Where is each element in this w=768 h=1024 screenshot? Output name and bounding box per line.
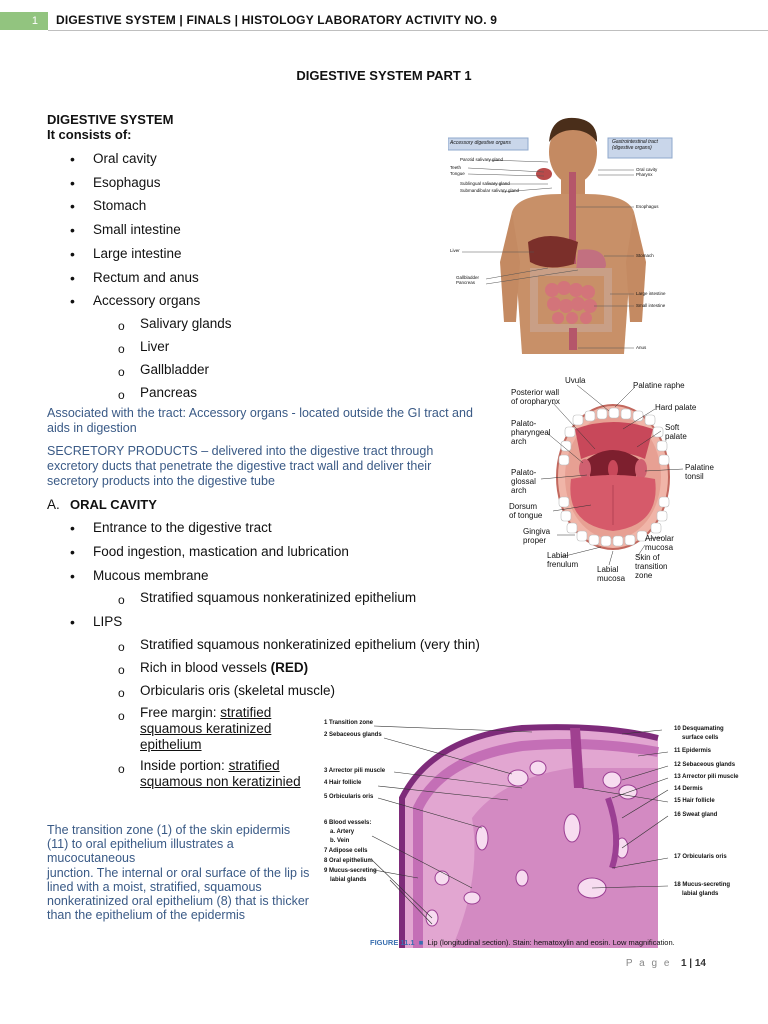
lip-label-left: 9 Mucus-secreting	[324, 868, 377, 874]
bullet-icon: •	[70, 544, 75, 560]
bullet-icon: •	[70, 174, 75, 191]
digestive-system-figure	[448, 112, 698, 354]
organ-item: Large intestine	[93, 245, 182, 261]
page-footer: P a g e 1 | 14	[625, 958, 706, 969]
oral-item: Entrance to the digestive tract	[93, 520, 272, 535]
body-label-right: Pharynx	[636, 172, 653, 177]
circle-bullet-icon: o	[118, 319, 125, 333]
body-label-left: Teeth	[450, 165, 462, 170]
mouth-label: Labial	[597, 565, 619, 574]
oral-item: Food ingestion, mastication and lubrication	[93, 544, 349, 559]
mouth-label: of tongue	[509, 511, 543, 520]
body-label-left: Submandibular salivary gland	[460, 188, 520, 193]
bullet-icon: •	[70, 222, 75, 239]
bullet-icon: •	[70, 245, 75, 262]
body-label-left: Liver	[450, 248, 460, 253]
section-heading: DIGESTIVE SYSTEM	[47, 112, 174, 127]
lip-label-right: 16 Sweat gland	[674, 812, 718, 818]
bullet-icon: •	[70, 293, 75, 310]
circle-bullet-icon: o	[118, 342, 125, 356]
transition-note: The transition zone (1) of the skin epidermis (11) to oral epithelium illustrates a mucocutaneous junction. The internal or oral surface of the lip is lined with a moist, stratified, squamous nonkeratinized oral epithelium (8) that is thicker than the epithelium of the epidermis	[47, 823, 310, 923]
accessory-item: Liver	[140, 339, 170, 354]
mouth-label: mucosa	[645, 543, 674, 552]
header-rule	[48, 30, 768, 31]
lip-label-right: 18 Mucus-secreting	[674, 882, 731, 888]
lip-label-right: surface cells	[682, 735, 719, 741]
mouth-label: proper	[523, 536, 547, 545]
lip-label-left: 4 Hair follicle	[324, 780, 362, 786]
associated-note: Associated with the tract: Accessory organs - located outside the GI tract and aids in digestion	[47, 406, 473, 435]
lip-label-right: labial glands	[682, 891, 719, 897]
mouth-label: Palato-	[511, 419, 537, 428]
lip-label-left: 1 Transition zone	[324, 720, 374, 726]
mouth-label: pharyngeal	[511, 428, 551, 437]
oral-item: Mucous membrane	[93, 568, 209, 583]
accessory-item: Pancreas	[140, 385, 198, 400]
lip-label-left: labial glands	[330, 877, 367, 883]
mouth-label: Skin of	[635, 553, 660, 562]
mouth-label: Palatine raphe	[633, 381, 685, 390]
organ-item: Oral cavity	[93, 151, 157, 166]
organ-item: Small intestine	[93, 222, 181, 238]
mouth-label: palate	[665, 432, 687, 441]
lip-label-left: 6 Blood vessels:	[324, 820, 372, 826]
lip-section-figure	[322, 718, 752, 953]
body-label-left: Gallbladder	[456, 275, 480, 280]
organ-item: Accessory organs	[93, 293, 201, 309]
body-label-right: Large intestine	[636, 291, 666, 296]
circle-bullet-icon: o	[118, 365, 125, 379]
bullet-icon: •	[70, 198, 75, 215]
lip-label-right: 12 Sebaceous glands	[674, 762, 736, 768]
body-label-right: Stomach	[636, 253, 654, 258]
mouth-label: Dorsum	[509, 502, 538, 511]
lip-label-left: 3 Arrector pili muscle	[324, 768, 386, 774]
mouth-label: tonsil	[685, 472, 704, 481]
lip-label-left: 7 Adipose cells	[324, 848, 368, 854]
caption-square-icon: ■	[416, 938, 426, 947]
body-label-left: Pancreas	[456, 280, 476, 285]
running-header	[0, 12, 768, 34]
body-label-left: Tongue	[450, 171, 465, 176]
accessory-box-label: Accessory digestive organs	[450, 140, 511, 146]
body-label-left: Sublingual salivary gland	[460, 181, 510, 186]
bullet-icon: •	[70, 151, 75, 167]
lip-label-left: 8 Oral epithelium	[324, 858, 373, 864]
secretory-note: SECRETORY PRODUCTS – delivered into the digestive tract through excretory ducts that penetrate the digestive tract wall and deliver their secretory products into the digestive tube	[47, 444, 434, 488]
document-title: DIGESTIVE SYSTEM PART 1	[296, 68, 472, 83]
mouth-label: of oropharynx	[511, 397, 560, 406]
lip-label-right: 14 Dermis	[674, 786, 703, 792]
section-subheading: It consists of:	[47, 127, 132, 142]
mouth-label: frenulum	[547, 560, 579, 569]
lip-label-left: b. Vein	[330, 838, 350, 844]
lip-label-left: a. Artery	[330, 829, 355, 835]
gi-box-label: Gastrointestinal tract (digestive organs)	[612, 139, 658, 151]
mouth-label: transition	[635, 562, 668, 571]
lip-label-right: 10 Desquamating	[674, 726, 724, 732]
lip-label-right: 15 Hair follicle	[674, 798, 715, 804]
bullet-icon: •	[70, 269, 75, 286]
bullet-icon: •	[70, 568, 75, 584]
mouth-label: Posterior wall	[511, 388, 560, 397]
header-title: DIGESTIVE SYSTEM | FINALS | HISTOLOGY LABORATORY ACTIVITY NO. 9	[56, 13, 498, 27]
inside-portion: Inside portion: stratified squamous non keratizinied	[140, 758, 301, 789]
lip-caption: FIGURE 11.1 ■ Lip (longitudinal section). Stain: hematoxylin and eosin. Low magnification.	[370, 938, 675, 947]
accessory-item: Gallbladder	[140, 362, 210, 377]
body-label-left: Parotid salivary gland	[460, 157, 504, 162]
mouth-label: Alveolar	[645, 534, 674, 543]
header-page-number: 1	[0, 12, 48, 30]
lip-label-right: 17 Orbicularis oris	[674, 854, 727, 860]
mouth-label: Gingiva	[523, 527, 551, 536]
accessory-item: Salivary glands	[140, 316, 232, 331]
mouth-label: mucosa	[597, 574, 626, 583]
lips-sub-1: Stratified squamous nonkeratinized epithelium (very thin)	[140, 637, 480, 652]
mouth-label: Hard palate	[655, 403, 697, 412]
body-label-right: Small intestine	[636, 303, 666, 308]
mouth-label: glossal	[511, 477, 536, 486]
mouth-label: Palato-	[511, 468, 537, 477]
oral-letter: A.	[47, 497, 60, 512]
lips-sub-3: Orbicularis oris (skeletal muscle)	[140, 683, 336, 698]
mucous-sub: Stratified squamous nonkeratinized epithelium	[140, 590, 417, 605]
mouth-label: Palatine	[685, 463, 714, 472]
mouth-label: arch	[511, 486, 527, 495]
oral-heading: ORAL CAVITY	[70, 497, 157, 512]
mouth-label: arch	[511, 437, 527, 446]
lip-label-right: 11 Epidermis	[674, 748, 712, 754]
mouth-label: Labial	[547, 551, 569, 560]
organ-item: Esophagus	[93, 174, 161, 190]
body-label-right: Oral cavity	[636, 167, 658, 172]
lips-item: LIPS	[93, 614, 123, 629]
lip-label-left: 5 Orbicularis oris	[324, 794, 374, 800]
mouth-label: zone	[635, 571, 653, 580]
free-margin: Free margin: stratified squamous keratinized epithelium	[140, 705, 272, 752]
oral-cavity-figure	[505, 375, 723, 587]
organ-item: Rectum and anus	[93, 269, 199, 285]
mouth-label: Uvula	[565, 376, 586, 385]
circle-bullet-icon: o	[118, 388, 125, 402]
lips-sub-2: Rich in blood vessels (RED)	[140, 660, 309, 675]
organ-item: Stomach	[93, 198, 147, 214]
bullet-icon: •	[70, 520, 75, 536]
lip-label-left: 2 Sebaceous glands	[324, 732, 382, 738]
lip-label-right: 13 Arrector pili muscle	[674, 774, 739, 780]
mouth-label: Soft	[665, 423, 680, 432]
body-label-right: Anus	[636, 345, 647, 350]
body-label-right: Esophagus	[636, 204, 659, 209]
